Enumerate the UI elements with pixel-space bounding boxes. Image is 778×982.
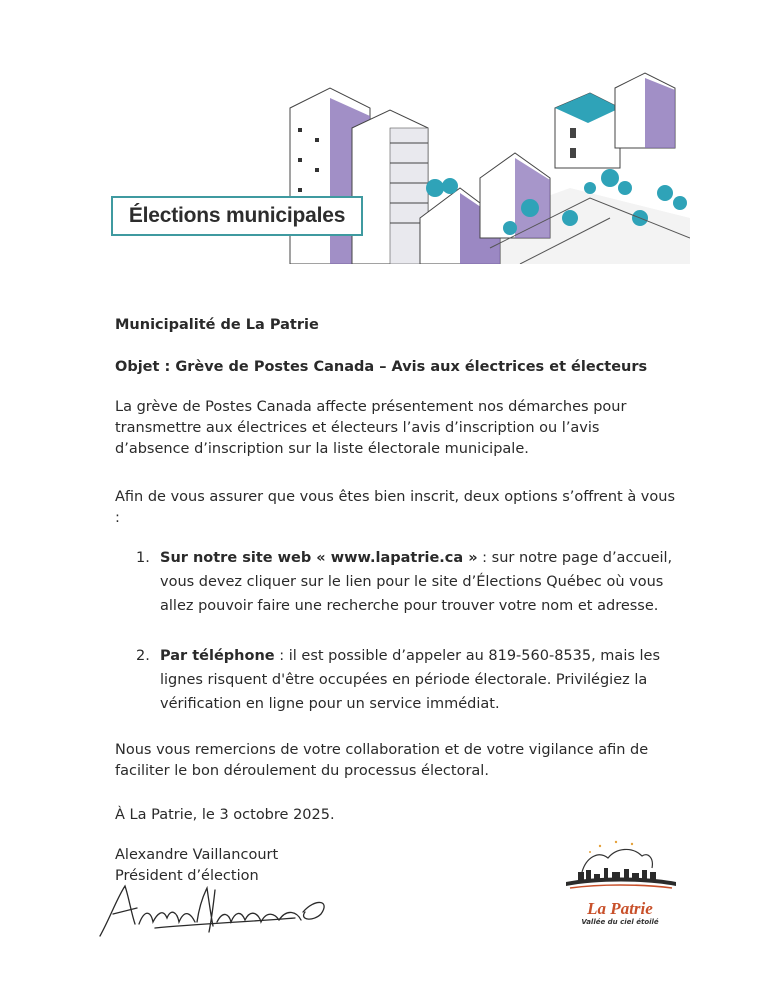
list-item-label: Sur notre site web « www.lapatrie.ca » (160, 550, 478, 566)
list-item-text: : il est possible d’appeler au 819-560-8535, mais les lignes risquent d'être occupées en période électorale. Privilégiez la vérification en ligne pour un service immédiat. (160, 648, 661, 712)
subject-line: Objet : Grève de Postes Canada – Avis aux électrices et électeurs (115, 359, 648, 375)
list-item-number: 2. (136, 648, 150, 664)
logo-name: La Patrie (587, 899, 653, 918)
banner-title-box (111, 196, 363, 236)
options-paragraph: Afin de vous assurer que vous êtes bien inscrit, deux options s’offrent à vous : (115, 489, 676, 526)
logo-tagline: Vallée du ciel étoilé (581, 918, 659, 926)
banner-title: Élections municipales (128, 204, 346, 227)
signer-role: Président d’élection (115, 868, 259, 884)
logo-emblem-icon (556, 836, 684, 896)
list-item-label: Par téléphone (160, 648, 275, 664)
date-line: À La Patrie, le 3 octobre 2025. (115, 807, 335, 823)
list-item-number: 1. (136, 550, 150, 566)
intro-paragraph: La grève de Postes Canada affecte présentement nos démarches pour transmettre aux électrices et électeurs l’avis d’inscription ou l’avis d’absence d’inscription sur la liste électorale municipale. (115, 399, 627, 457)
la-patrie-logo (556, 836, 684, 936)
municipality-name: Municipalité de La Patrie (115, 317, 319, 333)
list-item-text: : sur notre page d’accueil, vous devez cliquer sur le lien pour le site d’Élections Québec où vous allez pouvoir faire une recherche pour trouver votre nom et adresse. (160, 550, 673, 614)
handwritten-signature (95, 878, 335, 944)
thanks-paragraph: Nous vous remercions de votre collaboration et de votre vigilance afin de faciliter le bon déroulement du processus électoral. (115, 742, 649, 779)
list-item-body (160, 546, 692, 618)
signer-name: Alexandre Vaillancourt (115, 847, 279, 863)
list-item-body (160, 644, 692, 716)
